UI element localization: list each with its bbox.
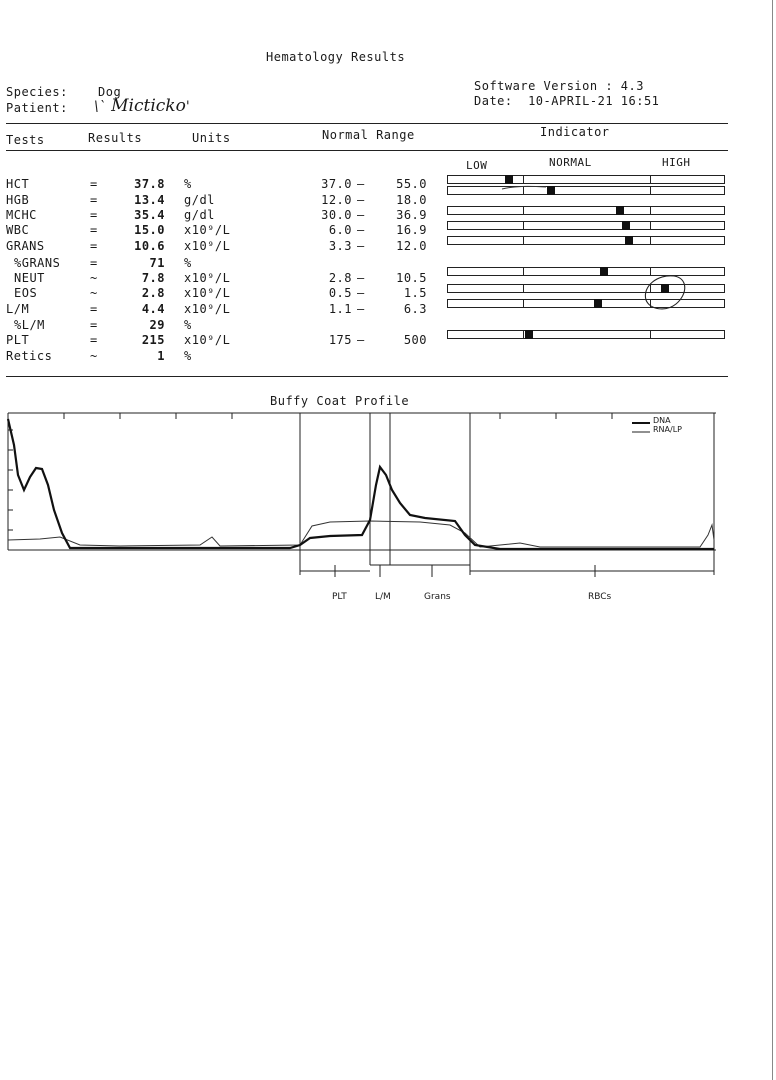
result-operator: = bbox=[90, 239, 98, 253]
result-unit: x10⁹/L bbox=[184, 239, 231, 253]
result-operator: = bbox=[90, 208, 98, 222]
result-unit: g/dl bbox=[184, 208, 215, 222]
bar-high-divider bbox=[650, 176, 651, 183]
result-operator: = bbox=[90, 177, 98, 191]
range-low: 30.0 bbox=[321, 208, 352, 222]
range-dash: – bbox=[357, 208, 365, 222]
result-value: 35.4 bbox=[134, 208, 165, 222]
bar-high-divider bbox=[650, 207, 651, 214]
result-value: 13.4 bbox=[134, 193, 165, 207]
indicator-marker bbox=[616, 206, 624, 215]
chart-legend bbox=[653, 416, 682, 434]
range-high: 18.0 bbox=[396, 193, 427, 207]
col-results: Results bbox=[88, 131, 143, 145]
test-name: %L/M bbox=[14, 318, 45, 332]
bar-low-divider bbox=[523, 285, 524, 292]
range-low: 2.8 bbox=[328, 271, 352, 285]
result-operator: ~ bbox=[90, 349, 98, 363]
patient-handwritten: \` Micticko' bbox=[94, 96, 190, 116]
range-high: 1.5 bbox=[403, 286, 427, 300]
page-edge bbox=[772, 0, 773, 1080]
result-unit: % bbox=[184, 177, 192, 191]
zone-label-plt: PLT bbox=[332, 592, 347, 602]
bar-high-divider bbox=[650, 222, 651, 229]
bar-low-divider bbox=[523, 176, 524, 183]
result-value: 2.8 bbox=[141, 286, 165, 300]
table-bottom-rule bbox=[6, 376, 728, 377]
indicator-bar bbox=[447, 186, 725, 195]
indicator-marker bbox=[625, 236, 633, 245]
range-high: 10.5 bbox=[396, 271, 427, 285]
result-operator: = bbox=[90, 302, 98, 316]
test-name: GRANS bbox=[6, 239, 45, 253]
result-unit: % bbox=[184, 256, 192, 270]
indicator-marker bbox=[505, 175, 513, 184]
result-unit: x10⁹/L bbox=[184, 286, 231, 300]
result-operator: ~ bbox=[90, 286, 98, 300]
result-value: 37.8 bbox=[134, 177, 165, 191]
test-name: %GRANS bbox=[14, 256, 61, 270]
range-low: 37.0 bbox=[321, 177, 352, 191]
zone-label-grans: Grans bbox=[424, 592, 451, 602]
pen-stroke bbox=[500, 184, 550, 192]
test-name: L/M bbox=[6, 302, 30, 316]
species-label: Species: bbox=[6, 85, 68, 99]
zone-label-lm: L/M bbox=[375, 592, 391, 602]
indicator-bar bbox=[447, 175, 725, 184]
test-name: WBC bbox=[6, 223, 30, 237]
bar-low-divider bbox=[523, 222, 524, 229]
result-value: 15.0 bbox=[134, 223, 165, 237]
test-name: HGB bbox=[6, 193, 30, 207]
range-dash: – bbox=[357, 271, 365, 285]
result-value: 1 bbox=[157, 349, 165, 363]
indicator-bar bbox=[447, 330, 725, 339]
col-indicator: Indicator bbox=[540, 125, 610, 139]
result-value: 29 bbox=[149, 318, 165, 332]
range-high: 6.3 bbox=[403, 302, 427, 316]
columns-rule bbox=[6, 150, 728, 151]
legend-rna-lp: RNA/LP bbox=[653, 425, 682, 434]
range-low: 12.0 bbox=[321, 193, 352, 207]
test-name: EOS bbox=[14, 286, 38, 300]
range-dash: – bbox=[357, 177, 365, 191]
handwritten-circle bbox=[640, 270, 690, 314]
indicator-bar bbox=[447, 206, 725, 215]
result-unit: x10⁹/L bbox=[184, 333, 231, 347]
range-high: 36.9 bbox=[396, 208, 427, 222]
range-high: 500 bbox=[403, 333, 427, 347]
patient-label: Patient: bbox=[6, 101, 68, 115]
result-operator: = bbox=[90, 333, 98, 347]
result-value: 215 bbox=[141, 333, 165, 347]
range-low: 1.1 bbox=[328, 302, 352, 316]
range-dash: – bbox=[357, 239, 365, 253]
test-name: Retics bbox=[6, 349, 53, 363]
indicator-marker bbox=[525, 330, 533, 339]
indicator-bar bbox=[447, 236, 725, 245]
result-operator: ~ bbox=[90, 271, 98, 285]
bar-high-divider bbox=[650, 237, 651, 244]
bar-high-divider bbox=[650, 187, 651, 194]
result-unit: x10⁹/L bbox=[184, 271, 231, 285]
bar-low-divider bbox=[523, 300, 524, 307]
result-value: 4.4 bbox=[141, 302, 165, 316]
report-date: Date: 10-APRIL-21 16:51 bbox=[474, 94, 660, 108]
range-high: 12.0 bbox=[396, 239, 427, 253]
result-operator: = bbox=[90, 223, 98, 237]
zone-label-rbcs: RBCs bbox=[588, 592, 612, 602]
range-dash: – bbox=[357, 333, 365, 347]
indicator-bar bbox=[447, 221, 725, 230]
test-name: NEUT bbox=[14, 271, 45, 285]
result-operator: = bbox=[90, 256, 98, 270]
result-unit: % bbox=[184, 318, 192, 332]
bar-low-divider bbox=[523, 207, 524, 214]
range-low: 0.5 bbox=[328, 286, 352, 300]
col-tests: Tests bbox=[6, 133, 45, 147]
test-name: MCHC bbox=[6, 208, 37, 222]
scale-high: HIGH bbox=[662, 156, 691, 169]
bar-low-divider bbox=[523, 268, 524, 275]
test-name: HCT bbox=[6, 177, 30, 191]
scale-normal: NORMAL bbox=[549, 156, 592, 169]
result-value: 71 bbox=[149, 256, 165, 270]
range-dash: – bbox=[357, 193, 365, 207]
species-value: Dog bbox=[98, 85, 122, 99]
col-normal-range: Normal Range bbox=[322, 128, 415, 142]
bar-low-divider bbox=[523, 237, 524, 244]
indicator-marker bbox=[622, 221, 630, 230]
range-dash: – bbox=[357, 302, 365, 316]
legend-dna: DNA bbox=[653, 416, 671, 425]
range-dash: – bbox=[357, 223, 365, 237]
result-unit: x10⁹/L bbox=[184, 223, 231, 237]
range-high: 55.0 bbox=[396, 177, 427, 191]
range-low: 175 bbox=[328, 333, 352, 347]
buffy-coat-chart bbox=[0, 405, 776, 605]
bar-high-divider bbox=[650, 331, 651, 338]
result-operator: = bbox=[90, 318, 98, 332]
buffy-title: Buffy Coat Profile bbox=[270, 394, 410, 408]
test-name: PLT bbox=[6, 333, 30, 347]
range-high: 16.9 bbox=[396, 223, 427, 237]
result-unit: % bbox=[184, 349, 192, 363]
indicator-marker bbox=[594, 299, 602, 308]
result-operator: = bbox=[90, 193, 98, 207]
scale-low: LOW bbox=[466, 159, 488, 172]
result-value: 7.8 bbox=[141, 271, 165, 285]
report-title: Hematology Results bbox=[266, 50, 406, 64]
result-unit: g/dl bbox=[184, 193, 215, 207]
range-low: 3.3 bbox=[328, 239, 352, 253]
result-value: 10.6 bbox=[134, 239, 165, 253]
col-units: Units bbox=[192, 131, 231, 145]
indicator-marker bbox=[600, 267, 608, 276]
header-rule bbox=[6, 123, 728, 124]
result-unit: x10⁹/L bbox=[184, 302, 231, 316]
software-version: Software Version : 4.3 bbox=[474, 79, 644, 93]
range-dash: – bbox=[357, 286, 365, 300]
range-low: 6.0 bbox=[328, 223, 352, 237]
